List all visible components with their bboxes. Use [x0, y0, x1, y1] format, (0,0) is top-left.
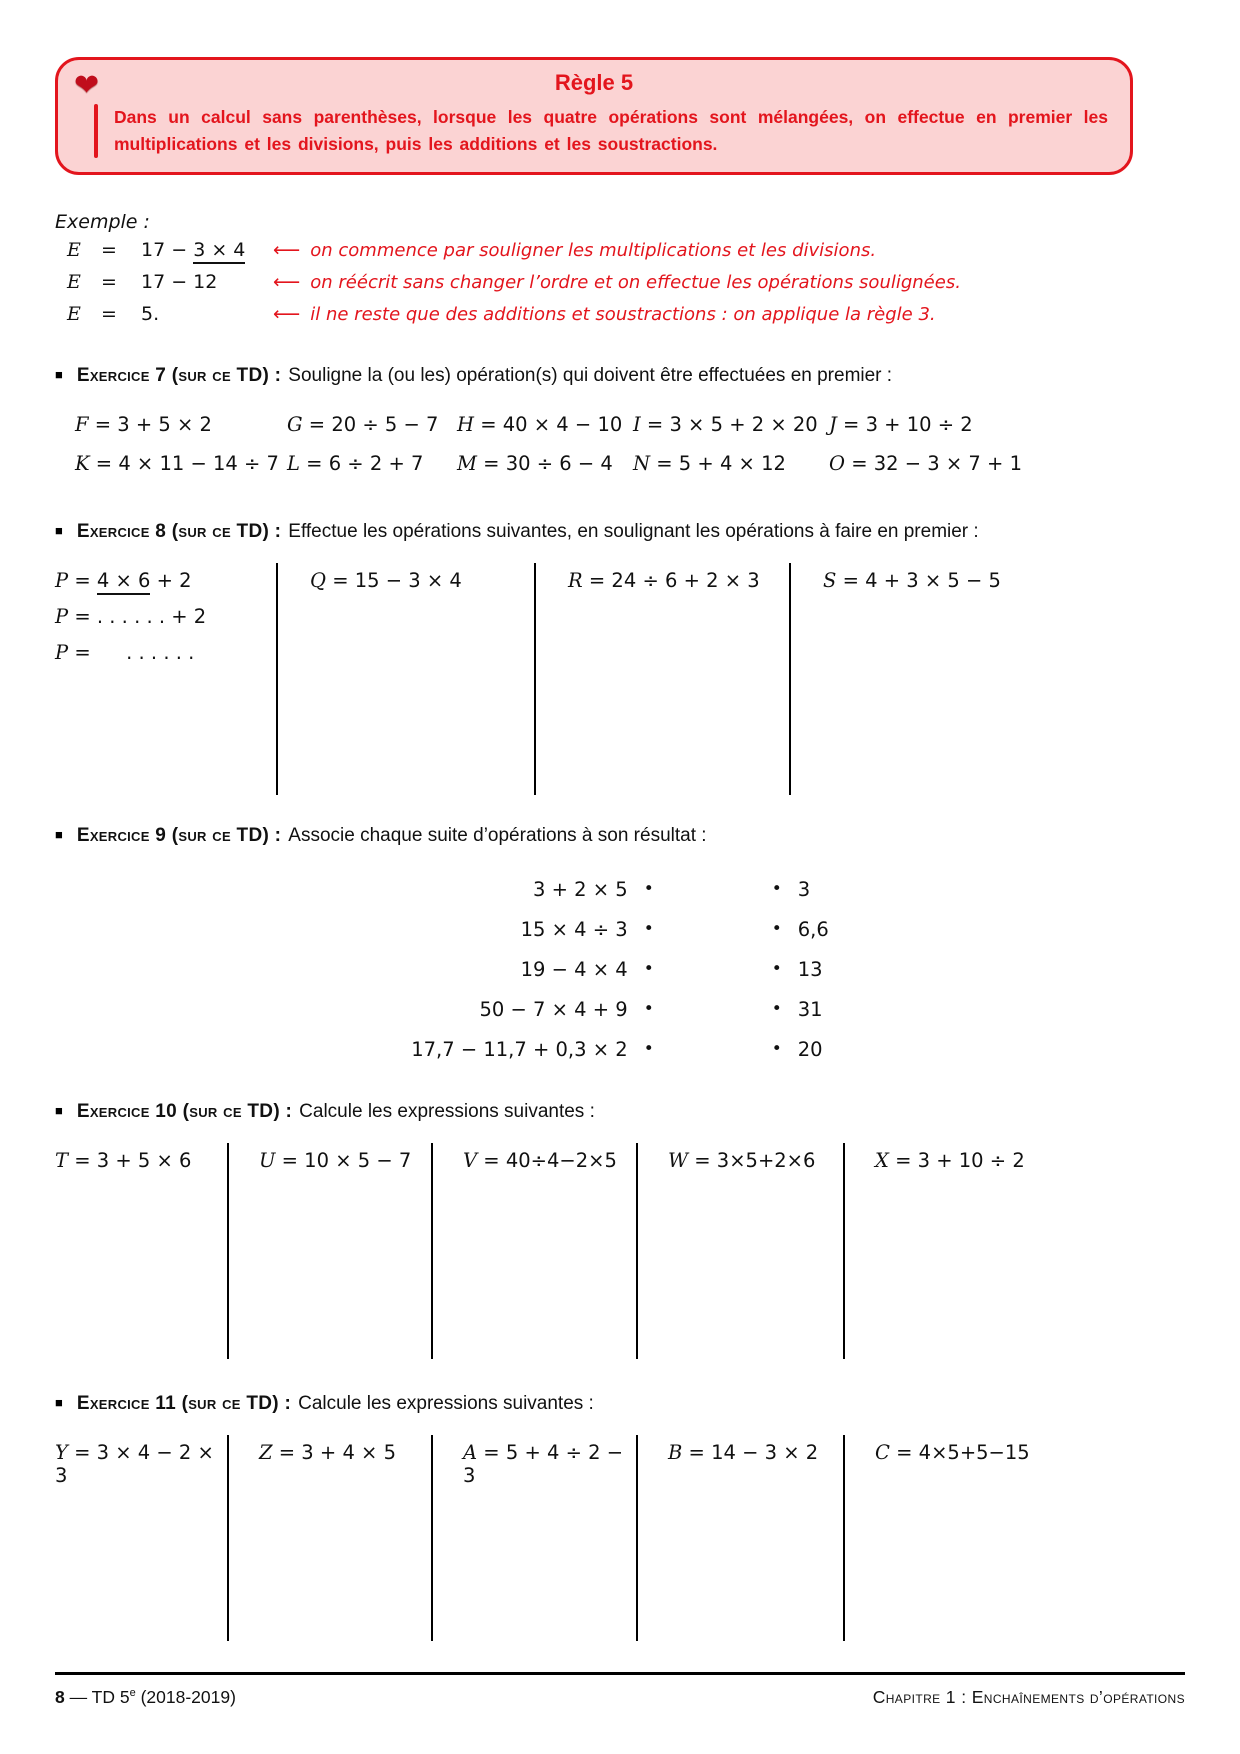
long-left-arrow-icon: ⟵	[273, 239, 301, 262]
answer-column	[55, 563, 276, 795]
exercise-8-title: Exercice 8 (sur ce TD) :	[76, 521, 282, 543]
rule-box	[55, 57, 1133, 175]
exercise-10-heading	[55, 1101, 1185, 1123]
math-variable: W	[668, 1149, 689, 1173]
math-variable: Y	[55, 1441, 68, 1465]
math-expression: = 5 + 4 ÷ 2 − 3	[463, 1441, 624, 1488]
math-expression: = 3 + 4 × 5	[278, 1441, 396, 1465]
math-variable: R	[568, 569, 583, 593]
example-label: Exemple :	[55, 211, 150, 234]
exercise-8-section	[55, 521, 1185, 795]
math-expression: = 5 + 4 × 12	[656, 452, 786, 476]
math-expression	[141, 303, 273, 325]
math-expression	[141, 239, 273, 261]
math-line	[55, 605, 276, 628]
matching-result	[772, 1029, 829, 1069]
math-item	[75, 452, 287, 475]
math-expression: = 3×5+2×6	[694, 1149, 816, 1173]
match-dot-icon: •	[643, 999, 654, 1020]
expr-pre: =	[74, 605, 97, 629]
matching-result	[772, 949, 829, 989]
result-value: 3	[797, 877, 811, 901]
example-section	[55, 211, 1185, 335]
answer-column	[229, 1435, 431, 1641]
matching-result	[772, 869, 829, 909]
math-variable: L	[287, 452, 300, 476]
exercise-9-instruction: Associe chaque suite d’opérations à son résultat :	[288, 825, 707, 847]
answer-column	[55, 1435, 227, 1641]
matching-right-column	[772, 869, 829, 1069]
math-variable: P	[55, 641, 69, 665]
exercise-11-columns	[55, 1435, 1185, 1641]
math-expression: = 3 + 10 ÷ 2	[895, 1149, 1025, 1173]
matching-item	[411, 949, 654, 989]
example-comment: on commence par souligner les multiplications et les divisions.	[310, 240, 877, 262]
math-expression: = 4 × 11 − 14 ÷ 7	[95, 452, 279, 476]
math-variable: N	[633, 452, 651, 476]
math-item	[457, 452, 633, 475]
math-expression: 19 − 4 × 4	[520, 957, 628, 981]
math-variable: T	[55, 1149, 69, 1173]
example-line	[67, 271, 1185, 303]
example-comment: il ne reste que des additions et soustractions : on applique la règle 3.	[310, 304, 936, 326]
math-variable: E	[67, 271, 81, 294]
math-item	[75, 413, 287, 436]
math-variable: M	[457, 452, 477, 476]
match-dot-icon: •	[771, 919, 782, 940]
matching-left-column	[411, 869, 654, 1069]
math-expression: = 14 − 3 × 2	[688, 1441, 819, 1465]
result-value: 13	[797, 957, 823, 981]
answer-column	[433, 1435, 636, 1641]
result-value: 20	[797, 1037, 823, 1061]
footer-booklet: — TD 5	[69, 1687, 130, 1707]
math-expression: 3 + 2 × 5	[532, 877, 628, 901]
expr-tail: . . . . . . + 2	[96, 605, 207, 629]
exercise-7-section	[55, 365, 1185, 475]
square-bullet-icon: ■	[55, 827, 63, 843]
math-variable: E	[67, 239, 81, 262]
match-dot-icon: •	[643, 959, 654, 980]
footer-left	[55, 1687, 236, 1708]
math-item	[829, 452, 1185, 475]
matching-item	[411, 909, 654, 949]
math-variable: I	[633, 413, 641, 437]
page-footer	[55, 1672, 1185, 1708]
footer-year: (2018-2019)	[140, 1687, 236, 1707]
match-dot-icon: •	[771, 879, 782, 900]
rule-accent-bar	[94, 104, 98, 158]
math-expression: = 40÷4−2×5	[483, 1149, 617, 1173]
math-expression: = 30 ÷ 6 − 4	[483, 452, 613, 476]
math-item	[633, 452, 829, 475]
math-line	[55, 641, 276, 664]
math-variable: O	[829, 452, 845, 476]
exercise-8-columns	[55, 563, 1185, 795]
expr-tail: . . . . . .	[96, 641, 195, 665]
answer-column	[278, 563, 534, 795]
math-variable: Q	[310, 569, 326, 593]
math-expression: = 10 × 5 − 7	[281, 1149, 412, 1173]
match-dot-icon: •	[771, 1039, 782, 1060]
exercise-7-heading	[55, 365, 1185, 387]
math-item	[457, 413, 633, 436]
comment-cell	[273, 303, 1185, 325]
matching-block	[55, 869, 1185, 1069]
math-variable: S	[823, 569, 837, 593]
equals-sign: =	[101, 303, 117, 326]
answer-column	[845, 1435, 1185, 1641]
exercise-10-columns	[55, 1143, 1185, 1359]
comment-cell	[273, 271, 1185, 293]
math-expression: 17,7 − 11,7 + 0,3 × 2	[411, 1037, 628, 1061]
match-dot-icon: •	[643, 919, 654, 940]
match-dot-icon: •	[643, 879, 654, 900]
rule-body-text: Dans un calcul sans parenthèses, lorsque les quatre opérations sont mélangées, on effectue en premier les multiplications et les divisions, puis les additions et les soustractions.	[114, 107, 1108, 155]
exercise-8-heading	[55, 521, 1185, 543]
math-expression: = 3 + 5 × 6	[74, 1149, 192, 1173]
expr-pre: =	[74, 641, 97, 665]
heart-icon: ❤	[74, 69, 100, 102]
answer-column	[638, 1143, 843, 1359]
math-expression: = 6 ÷ 2 + 7	[306, 452, 424, 476]
exercise-9-title: Exercice 9 (sur ce TD) :	[76, 825, 282, 847]
expr-pre: =	[74, 569, 97, 593]
matching-item	[411, 869, 654, 909]
math-item	[287, 413, 457, 436]
page-number: 8	[55, 1687, 65, 1707]
exercise-9-heading	[55, 825, 1185, 847]
math-variable: Z	[259, 1441, 273, 1465]
matching-result	[772, 989, 829, 1029]
math-variable: K	[75, 452, 90, 476]
matching-item	[411, 1029, 654, 1069]
math-expression: = 40 × 4 − 10	[480, 413, 623, 437]
exercise-11-section	[55, 1393, 1185, 1641]
long-left-arrow-icon: ⟵	[273, 271, 301, 294]
math-variable: V	[463, 1149, 478, 1173]
math-expression: = 3 × 5 + 2 × 20	[646, 413, 818, 437]
square-bullet-icon: ■	[55, 1395, 63, 1411]
answer-column	[55, 1143, 227, 1359]
exercise-11-instruction: Calcule les expressions suivantes :	[298, 1393, 594, 1415]
matching-item	[411, 989, 654, 1029]
math-expression: = 24 ÷ 6 + 2 × 3	[588, 569, 760, 593]
math-expression: = 20 ÷ 5 − 7	[308, 413, 439, 437]
result-value: 6,6	[797, 917, 829, 941]
math-variable: X	[875, 1149, 889, 1173]
rule-title: Règle 5	[554, 70, 634, 95]
match-dot-icon: •	[771, 959, 782, 980]
answer-column	[845, 1143, 1185, 1359]
rule-body-row	[94, 104, 1108, 158]
math-variable: G	[287, 413, 303, 437]
underlined-operation: 3 × 4	[193, 239, 245, 264]
expr-pre: 5.	[141, 303, 160, 326]
footer-grade-sup: e	[129, 1687, 136, 1700]
example-line	[67, 303, 1185, 335]
answer-column	[536, 563, 789, 795]
math-variable: H	[457, 413, 475, 437]
math-expression: = 4×5+5−15	[896, 1441, 1030, 1465]
exercise-7-instruction: Souligne la (ou les) opération(s) qui doivent être effectuées en premier :	[288, 365, 893, 387]
math-expression: = 3 + 5 × 2	[94, 413, 212, 437]
math-item	[633, 413, 829, 436]
expr-pre: 17 − 12	[141, 271, 218, 294]
math-variable: U	[259, 1149, 276, 1173]
example-line	[67, 239, 1185, 271]
footer-chapter: Chapitre 1 : Enchaînements d’opérations	[872, 1687, 1185, 1707]
answer-column	[229, 1143, 431, 1359]
math-variable: P	[55, 569, 69, 593]
exercise-11-heading	[55, 1393, 1185, 1415]
exercise-10-title: Exercice 10 (sur ce TD) :	[76, 1101, 293, 1123]
match-dot-icon: •	[771, 999, 782, 1020]
expr-pre: 17 −	[141, 239, 194, 262]
math-variable: F	[75, 413, 89, 437]
exercise-10-instruction: Calcule les expressions suivantes :	[299, 1101, 595, 1123]
answer-column	[638, 1435, 843, 1641]
result-value: 31	[797, 997, 823, 1021]
math-variable: P	[55, 605, 69, 629]
answer-column	[791, 563, 1185, 795]
math-expression: = 4 + 3 × 5 − 5	[842, 569, 1001, 593]
math-variable: A	[463, 1441, 478, 1465]
math-expression: = 32 − 3 × 7 + 1	[851, 452, 1022, 476]
square-bullet-icon: ■	[55, 367, 63, 383]
square-bullet-icon: ■	[55, 523, 63, 539]
exercise-9-section	[55, 825, 1185, 1069]
math-expression: 50 − 7 × 4 + 9	[479, 997, 628, 1021]
math-line	[55, 569, 276, 592]
matching-result	[772, 909, 829, 949]
exercise-7-title: Exercice 7 (sur ce TD) :	[76, 365, 282, 387]
math-expression: = 3 × 4 − 2 × 3	[55, 1441, 214, 1488]
exercise-10-section	[55, 1101, 1185, 1359]
expr-tail: + 2	[150, 569, 192, 593]
math-variable: C	[875, 1441, 890, 1465]
long-left-arrow-icon: ⟵	[273, 303, 301, 326]
exercise-7-expressions	[75, 413, 1185, 475]
example-comment: on réécrit sans changer l’ordre et on effectue les opérations soulignées.	[310, 272, 961, 294]
math-item	[829, 413, 1185, 436]
math-variable: E	[67, 303, 81, 326]
math-expression: = 3 + 10 ÷ 2	[843, 413, 973, 437]
math-variable: B	[668, 1441, 683, 1465]
exercise-8-instruction: Effectue les opérations suivantes, en soulignant les opérations à faire en premier :	[288, 521, 979, 543]
math-item	[287, 452, 457, 475]
equals-sign: =	[101, 239, 117, 262]
match-dot-icon: •	[643, 1039, 654, 1060]
underlined-operation: 4 × 6	[97, 569, 151, 595]
equals-sign: =	[101, 271, 117, 294]
exercise-11-title: Exercice 11 (sur ce TD) :	[76, 1393, 292, 1415]
math-variable: J	[829, 413, 837, 437]
comment-cell	[273, 239, 1185, 261]
answer-column	[433, 1143, 636, 1359]
math-expression	[141, 271, 273, 293]
math-expression: = 15 − 3 × 4	[332, 569, 462, 593]
math-expression: 15 × 4 ÷ 3	[520, 917, 628, 941]
square-bullet-icon: ■	[55, 1103, 63, 1119]
